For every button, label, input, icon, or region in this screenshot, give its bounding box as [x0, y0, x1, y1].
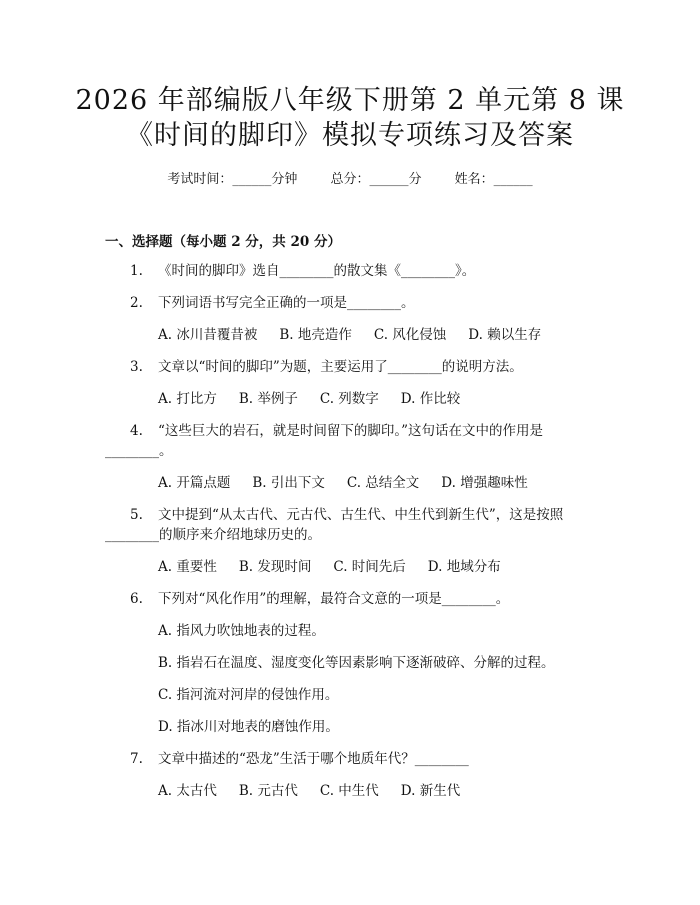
- exam-info: [0, 168, 700, 187]
- option-b: B. 地壳造作: [279, 327, 352, 343]
- option-d: D. 地域分布: [427, 559, 501, 575]
- option-b: B. 元古代: [238, 783, 298, 799]
- option-a: A. 太古代: [158, 783, 217, 799]
- option-a: A. 重要性: [158, 559, 217, 575]
- option-b: B. 引出下文: [252, 475, 325, 491]
- question-number: 6.: [130, 591, 143, 607]
- option-d: D. 赖以生存: [468, 327, 542, 343]
- question-text: 《时间的脚印》选自________的散文集《________》。: [158, 263, 476, 279]
- option-d: D. 作比较: [400, 391, 461, 407]
- question-number: 7.: [130, 751, 143, 767]
- option-c: C. 总结全文: [346, 475, 420, 491]
- option-a: A. 开篇点题: [158, 475, 231, 491]
- question-number: 4.: [130, 423, 143, 439]
- question-6-option-c: C. 指河流对河岸的侵蚀作用。: [158, 687, 339, 703]
- question-3: [130, 358, 523, 376]
- option-b: B. 举例子: [238, 391, 298, 407]
- question-1: [130, 262, 475, 280]
- question-7: [130, 750, 469, 768]
- question-6-option-b: B. 指岩石在温度、湿度变化等因素影响下逐渐破碎、分解的过程。: [158, 655, 555, 671]
- option-a: A. 打比方: [158, 391, 217, 407]
- section-title: 一、选择题（每小题 2 分，共 20 分）: [105, 234, 341, 250]
- question-2-options: [158, 326, 541, 344]
- question-text: 文中提到“从太古代、元古代、古生代、中生代到新生代”，这是按照: [158, 507, 564, 523]
- question-2: [130, 294, 415, 312]
- question-6: [130, 590, 509, 608]
- document-title-line-2: 《时间的脚印》模拟专项练习及答案: [126, 120, 574, 151]
- question-6-option-d: D. 指冰川对地表的磨蚀作用。: [158, 719, 339, 735]
- question-3-options: [158, 390, 460, 408]
- question-number: 5.: [130, 507, 143, 523]
- question-5: [130, 506, 563, 524]
- question-text: “这些巨大的岩石，就是时间留下的脚印。”这句话在文中的作用是: [158, 423, 544, 439]
- option-d: D. 新生代: [400, 783, 461, 799]
- option-a: A. 冰川昔覆昔被: [158, 327, 258, 343]
- question-4-options: [158, 474, 528, 492]
- question-number: 2.: [130, 295, 143, 311]
- exam-name: 姓名：______: [454, 172, 533, 187]
- option-b: B. 发现时间: [238, 559, 312, 575]
- question-5-options: [158, 558, 501, 576]
- question-text: 下列词语书写完全正确的一项是________。: [158, 295, 415, 311]
- exam-score: 总分：______分: [330, 172, 422, 187]
- question-number: 1.: [130, 263, 143, 279]
- option-d: D. 增强趣味性: [441, 475, 528, 491]
- question-5-continued: ________的顺序来介绍地球历史的。: [105, 527, 321, 543]
- question-7-options: [158, 782, 460, 800]
- document-title-line-1: 2026 年部编版八年级下册第 2 单元第 8 课: [75, 85, 625, 116]
- option-c: C. 时间先后: [333, 559, 406, 575]
- question-4-continued: ________。: [105, 443, 173, 459]
- question-6-option-a: A. 指风力吹蚀地表的过程。: [158, 623, 325, 639]
- option-c: C. 中生代: [319, 783, 379, 799]
- exam-time: 考试时间：______分钟: [167, 172, 298, 187]
- question-text: 文章以“时间的脚印”为题，主要运用了________的说明方法。: [158, 359, 523, 375]
- question-text: 下列对“风化作用”的理解，最符合文意的一项是________。: [158, 591, 510, 607]
- question-4: [130, 422, 543, 440]
- option-c: C. 风化侵蚀: [373, 327, 447, 343]
- question-text: 文章中描述的“恐龙”生活于哪个地质年代？________: [158, 751, 469, 767]
- question-number: 3.: [130, 359, 143, 375]
- option-c: C. 列数字: [319, 391, 379, 407]
